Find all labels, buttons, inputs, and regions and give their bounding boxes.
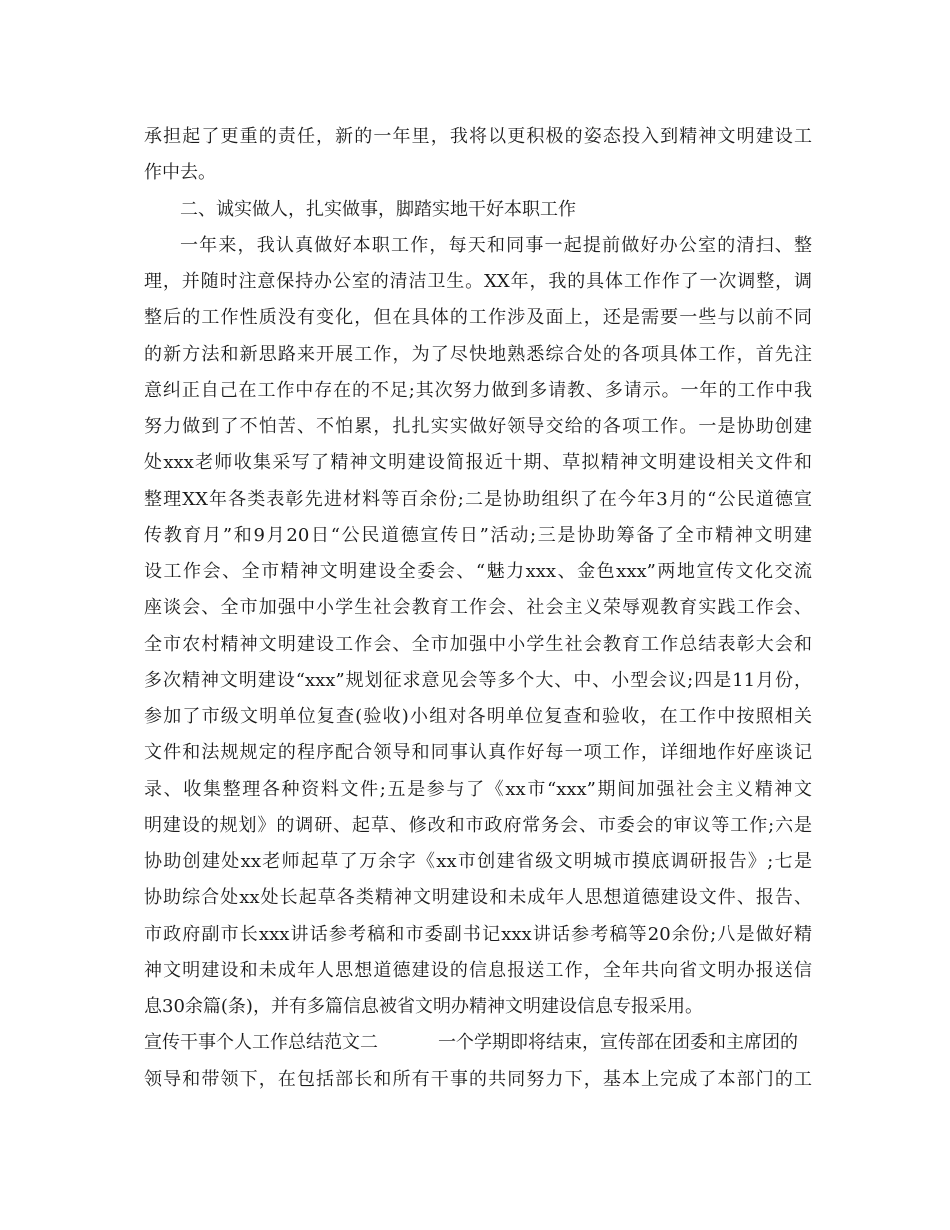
text-line: 息30余篇(条)，并有多篇信息被省文明办精神文明建设信息专报采用。	[144, 996, 703, 1017]
text-line: 多次精神文明建设“xxx”规划征求意见会等多个大、中、小型会议;四是11月份，	[144, 669, 812, 691]
text-line: 作中去。	[144, 162, 216, 184]
text-line: 协助综合处xx处长起草各类精神文明建设和未成年人思想道德建设文件、报告、	[144, 887, 812, 909]
text-line: 录、收集整理各种资料文件;五是参与了《xx市“xxx”期间加强社会主义精神文	[144, 778, 812, 800]
text-line: 领导和带领下，在包括部长和所有干事的共同努力下，基本上完成了本部门的工	[144, 1068, 812, 1090]
text-line: 座谈会、全市加强中小学生社会教育工作会、社会主义荣辱观教育实践工作会、	[144, 597, 812, 619]
section-heading: 二、诚实做人，扎实做事，脚踏实地干好本职工作	[180, 198, 576, 220]
section-intro: 一个学期即将结束，宣传部在团委和主席团的	[438, 1032, 798, 1054]
text-line: 设工作会、全市精神文明建设全委会、“魅力xxx、金色xxx”两地宣传文化交流	[144, 561, 812, 582]
section-title: 宣传干事个人工作总结范文二	[144, 1032, 378, 1054]
text-line: 一年来，我认真做好本职工作，每天和同事一起提前做好办公室的清扫、整	[180, 234, 812, 256]
text-line: 整理XX年各类表彰先进材料等百余份;二是协助组织了在今年3月的“公民道德宣	[144, 488, 812, 510]
text-line: 协助创建处xx老师起草了万余字《xx市创建省级文明城市摸底调研报告》;七是	[144, 851, 812, 872]
text-line: 处xxx老师收集采写了精神文明建设简报近十期、草拟精神文明建设相关文件和	[144, 452, 812, 474]
text-line: 市政府副市长xxx讲话参考稿和市委副书记xxx讲话参考稿等20余份;八是做好精	[144, 923, 812, 945]
text-line: 神文明建设和未成年人思想道德建设的信息报送工作，全年共向省文明办报送信	[144, 959, 812, 981]
text-line: 参加了市级文明单位复查(验收)小组对各明单位复查和验收，在工作中按照相关	[144, 706, 812, 727]
text-line: 传教育月”和9月20日“公民道德宣传日”活动;三是协助筹备了全市精神文明建	[144, 524, 812, 546]
text-line: 的新方法和新思路来开展工作，为了尽快地熟悉综合处的各项具体工作，首先注	[144, 343, 812, 365]
text-line: 明建设的规划》的调研、起草、修改和市政府常务会、市委会的审议等工作;六是	[144, 814, 812, 836]
text-line: 承担起了更重的责任，新的一年里，我将以更积极的姿态投入到精神文明建设工	[144, 126, 812, 147]
text-line: 理，并随时注意保持办公室的清洁卫生。XX年，我的具体工作作了一次调整，调	[144, 271, 812, 292]
text-line: 努力做到了不怕苦、不怕累，扎扎实实做好领导交给的各项工作。一是协助创建	[144, 416, 812, 437]
section-line	[144, 1025, 812, 1061]
text-line: 文件和法规规定的程序配合领导和同事认真作好每一项工作，详细地作好座谈记	[144, 742, 812, 764]
document-body	[144, 119, 812, 1098]
text-line: 意纠正自己在工作中存在的不足;其次努力做到多请教、多请示。一年的工作中我	[144, 379, 812, 401]
text-line: 全市农村精神文明建设工作会、全市加强中小学生社会教育工作总结表彰大会和	[144, 633, 812, 655]
text-line: 整后的工作性质没有变化，但在具体的工作涉及面上，还是需要一些与以前不同	[144, 307, 812, 329]
